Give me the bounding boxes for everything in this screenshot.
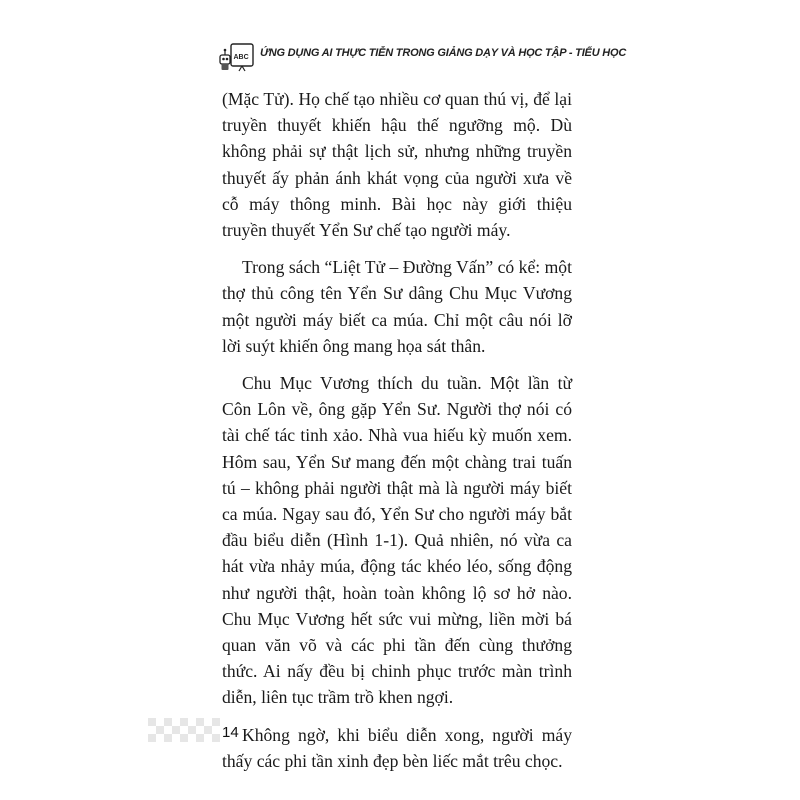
logo-text: ABC — [233, 54, 249, 61]
paragraph-1: (Mặc Tử). Họ chế tạo nhiều cơ quan thú vị, để lại truyền thuyết khiến hậu thế ngưỡng mộ. Dù không phải sự thật lịch sử, nhưng những truyền thuyết ấy phản ánh khát vọng của người xưa về cỗ máy thông minh. Bài học này giới thiệu truyền thuyết Yển Sư chế tạo người máy. — [222, 89, 572, 241]
paragraph-3: Chu Mục Vương thích du tuần. Một lần từ Côn Lôn về, ông gặp Yển Sư. Người thợ nói có tài chế tác tinh xảo. Nhà vua hiếu kỳ muốn xem. Hôm sau, Yển Sư mang đến một chàng trai tuấn tú – không phải người thật mà là người máy biết ca múa. Ngay sau đó, Yển Sư cho người máy bắt đầu biểu diễn (Hình 1-1). Quả nhiên, nó vừa ca hát vừa nhảy múa, động tác khéo léo, sống động như người thật, hoàn toàn không lộ sơ hở nào. Chu Mục Vương hết sức vui mừng, liền mời bá quan văn võ và các phi tần đến cùng thưởng thức. Ai nấy đều bị chinh phục trước màn trình diễn, liên tục trầm trồ khen ngợi. — [222, 373, 572, 708]
paragraph-2: Trong sách “Liệt Tử – Đường Vấn” có kể: một thợ thủ công tên Yển Sư dâng Chu Mục Vương một người máy biết ca múa. Chỉ một câu nói lỡ lời suýt khiến ông mang họa sát thân. — [222, 257, 572, 356]
checker-pattern-decoration — [148, 718, 220, 744]
page-number: 14 — [222, 724, 239, 741]
running-header — [218, 40, 627, 74]
robot-chalkboard-logo-icon — [218, 40, 258, 74]
header-title: ỨNG DỤNG AI THỰC TIỄN TRONG GIẢNG DẠY VÀ HỌC TẬP - TIỂU HỌC — [260, 47, 627, 59]
paragraph-4: Không ngờ, khi biểu diễn xong, người máy thấy các phi tần xinh đẹp bèn liếc mắt trêu chọc. — [222, 724, 572, 771]
body-text — [222, 86, 572, 774]
